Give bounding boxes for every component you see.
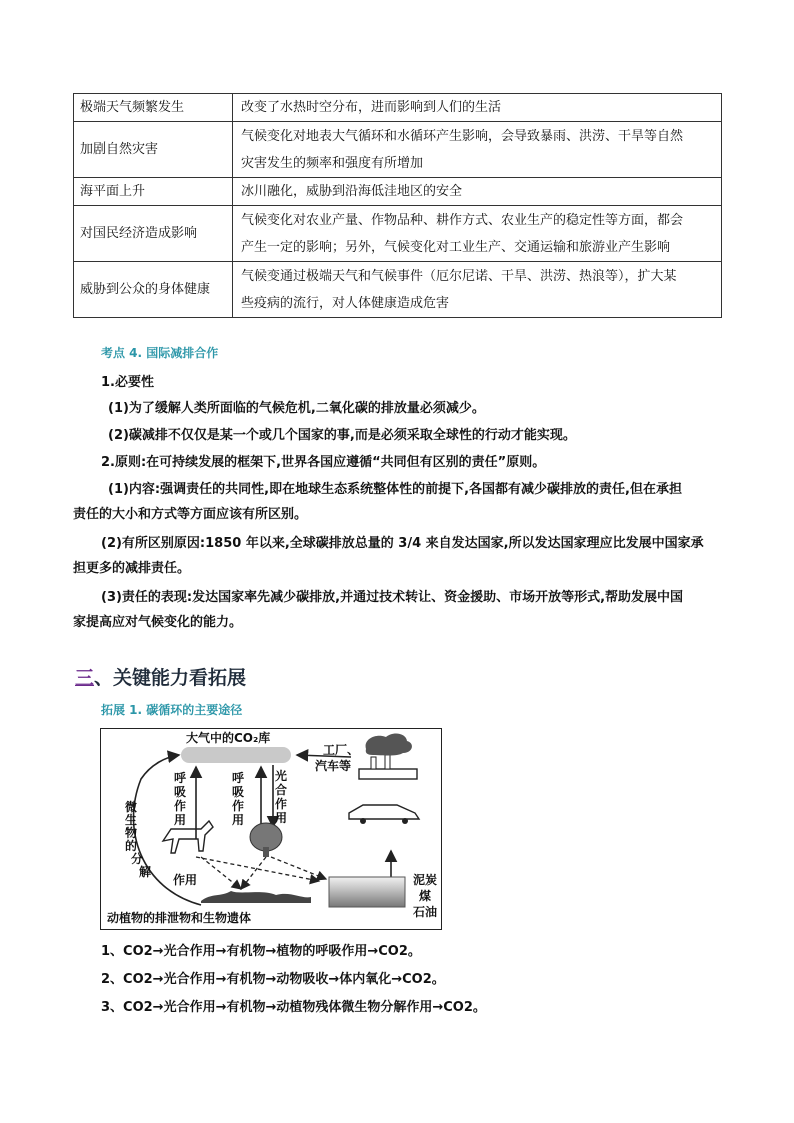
carbon-cycle-svg <box>101 729 441 929</box>
table-cell-value <box>233 122 722 178</box>
diagram-label: 泥炭 <box>413 873 438 887</box>
paragraph: (2)碳减排不仅仅是某一个或几个国家的事,而是必须采取全球性的行动才能实现。 <box>108 428 576 443</box>
table-cell-key: 极端天气频繁发生 <box>74 94 233 122</box>
paragraph: (3)责任的表现:发达国家率先减少碳排放,并通过技术转让、资金援助、市场开放等形式,帮助发展中国 <box>101 590 684 605</box>
car-icon <box>349 805 419 819</box>
table-row <box>74 262 722 318</box>
diagram-label: 作用 <box>173 873 198 887</box>
table-cell-key: 海平面上升 <box>74 178 233 206</box>
table-cell-key: 加剧自然灾害 <box>74 122 233 178</box>
table-cell-key: 对国民经济造成影响 <box>74 206 233 262</box>
table-row <box>74 94 722 122</box>
tree-trunk <box>263 847 269 857</box>
table-cell-value <box>233 94 722 122</box>
smoke-icon <box>366 734 412 756</box>
dashed-arrow <box>201 857 241 889</box>
diagram-label: 汽车等 <box>315 759 352 773</box>
dashed-arrow <box>271 857 326 879</box>
tree-icon <box>250 823 282 851</box>
path-item: 3、CO2→光合作用→有机物→动植物残体微生物分解作用→CO2。 <box>101 1000 486 1015</box>
dashed-arrow <box>241 857 266 889</box>
paragraph: 家提高应对气候变化的能力。 <box>73 615 243 630</box>
diagram-label: 煤 <box>419 889 432 903</box>
paragraph: (1)为了缓解人类所面临的气候危机,二氧化碳的排放量必须减少。 <box>108 401 485 416</box>
animal-icon <box>163 821 213 853</box>
table-cell-key: 威胁到公众的身体健康 <box>74 262 233 318</box>
decomposition-label: 微 生 物 的 分 解 <box>125 800 152 879</box>
fossil-strata <box>329 877 405 907</box>
paragraph: 责任的大小和方式等方面应该有所区别。 <box>73 507 308 522</box>
table-cell-value <box>233 178 722 206</box>
atmosphere-pool <box>181 747 291 763</box>
cell-line: 气候变化对地表大气循环和水循环产生影响，会导致暴雨、洪涝、干旱等自然 <box>241 128 684 144</box>
kaodian-heading: 考点 4. 国际减排合作 <box>101 346 219 360</box>
ground-deposit <box>201 891 311 903</box>
paragraph: (2)有所区别原因:1850 年以来,全球碳排放总量的 3/4 来自发达国家,所以发达国家理应比发展中国家承 <box>101 536 704 551</box>
diagram-label: 动植物的排泄物和生物遗体 <box>107 911 252 925</box>
tuozhan-heading: 拓展 1. 碳循环的主要途径 <box>101 703 243 717</box>
cell-line: 气候变化对农业产量、作物品种、耕作方式、农业生产的稳定性等方面，都会 <box>241 212 684 228</box>
photosynthesis-label: 光 合 作 用 <box>275 769 288 825</box>
cell-line: 些疫病的流行，对人体健康造成危害 <box>241 295 450 311</box>
table-row <box>74 178 722 206</box>
paragraph: 担更多的减排责任。 <box>73 561 191 576</box>
diagram-label: 工厂、 <box>323 743 360 757</box>
climate-impact-table <box>73 93 722 318</box>
cell-line: 气候变通过极端天气和气候事件（厄尔尼诺、干旱、洪涝、热浪等），扩大某 <box>241 268 677 284</box>
table-row <box>74 122 722 178</box>
cell-line: 冰川融化，威胁到沿海低洼地区的安全 <box>241 184 463 199</box>
path-item: 1、CO2→光合作用→有机物→植物的呼吸作用→CO2。 <box>101 944 421 959</box>
necessity-heading: 1.必要性 <box>101 375 154 390</box>
table-cell-value <box>233 206 722 262</box>
section-title: 、关键能力看拓展 <box>94 667 247 689</box>
respiration-label: 呼 吸 作 用 <box>232 771 245 827</box>
paragraph: (1)内容:强调责任的共同性,即在地球生态系统整体性的前提下,各国都有减少碳排放的责任,但在承担 <box>108 482 682 497</box>
cell-line: 灾害发生的频率和强度有所增加 <box>241 155 424 171</box>
path-item: 2、CO2→光合作用→有机物→动物吸收→体内氧化→CO2。 <box>101 972 445 987</box>
carbon-cycle-diagram <box>100 728 442 930</box>
factory-icon <box>359 769 417 779</box>
section-heading <box>75 663 246 690</box>
diagram-label: 石油 <box>413 905 438 919</box>
cell-line: 产生一定的影响；另外，气候变化对工业生产、交通运输和旅游业产生影响 <box>241 239 671 255</box>
table-cell-value <box>233 262 722 318</box>
paragraph: 2.原则:在可持续发展的框架下,世界各国应遵循“共同但有区别的责任”原则。 <box>101 455 546 470</box>
respiration-label: 呼 吸 作 用 <box>174 771 187 827</box>
diagram-label: 大气中的CO₂库 <box>186 731 271 745</box>
table-row <box>74 206 722 262</box>
section-number: 三 <box>75 667 95 689</box>
cell-line: 改变了水热时空分布，进而影响到人们的生活 <box>241 100 502 115</box>
